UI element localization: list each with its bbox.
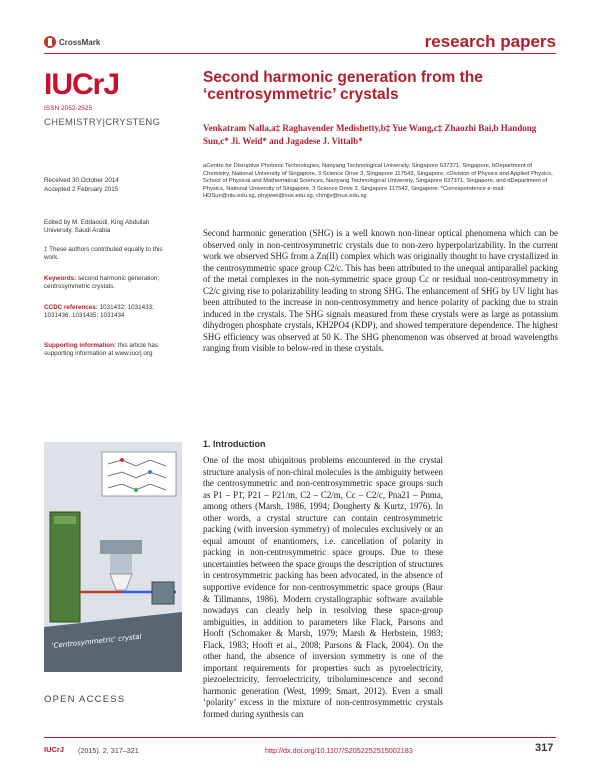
introduction-body: One of the most ubiquitous problems encountered in the crystal structure analysis of non-chiral molecules is the ambiguity between the centrosymmetric and non-centrosymmetric space groups such as P1 – P1̄, P21 – P21/m, C2 – C2/m, Cc – C2/c, Pna21 – Pnma, among others (Marsh, 1986, 1994; Dougherty & Kurtz, 1976). In other words, a crystal structure can contain centrosymmetric packing (with inversion symmetry) of molecules exclusively or an equal amount of enantiomers, i.e. cancellation of polarity in packing in non-centrosymmetric space groups. Due to these uncertainties between the space groups the description of structures in centrosymmetric packing has been advocated, in the absence of supportive evidence for non-centrosymmetric space groups (Baur & Tillmanns, 1986). Modern crystallographic software available nowadays can clearly help in resolving these space-group ambiguities, in addition to parameters like Flack, Parsons and Hooft (Schomaker & Marsh, 1979; Marsh & Herbstein, 1983; Flack, 1983; Hooft et al., 2008; Parsons & Flack, 2004). On the other hand, the absence of inversion symmetry is one of the important requirements for properties such as pyroelectricity, piezoelectricity, ferroelectricity, triboluminescence and second harmonic generation (West, 1999; Smart, 2012). Even a small ‘polarity’ excess in the mixture of non-centrosymmetric crystals formed during synthesis can <box>203 455 443 720</box>
supporting-information <box>44 342 174 359</box>
keywords <box>44 275 174 292</box>
section-label: research papers <box>424 32 556 51</box>
page-number: 317 <box>535 742 554 754</box>
equal-contribution-note: ‡ These authors contributed equally to this work. <box>44 246 163 262</box>
journal-logo: IUCrJ <box>44 68 120 101</box>
header-divider <box>44 53 556 54</box>
molecular-packing-diagram <box>102 452 176 496</box>
supporting-value[interactable]: this article has supporting information at www.iucrj.org <box>44 342 159 358</box>
footer-journal-name: IUCrJ <box>44 745 65 754</box>
edited-by: Edited by M. Eddaoudi, King Abdullah University, Saudi Arabia <box>44 219 150 235</box>
crystal-setup-illustration <box>44 442 182 672</box>
ccdc-label: CCDC references: <box>44 304 98 311</box>
accepted-date: Accepted 2 February 2015 <box>44 186 119 193</box>
journal-subject: CHEMISTRY|CRYSTENG <box>44 117 161 128</box>
section-heading-introduction: 1. Introduction <box>203 439 266 449</box>
footer-divider <box>44 737 556 738</box>
crossmark-badge[interactable] <box>44 36 100 48</box>
affiliations: aCentre for Disruptive Photonic Technologies, Nanyang Technological University, Singapore 637371, Singapore, bDepartment of Chemistry, National University of Singapore, 3 Science Drive 3, Singapore 117543, Singapore, cDivision of Physics and Applied Physics, School of Physical and Mathematical Sciences, Nanyang Technological University, Singapore 637371, Singapore, and dDepartment of Physics, National University of Singapore, 3 Science Drive 3, Singapore 117542, Singapore. *Correspondence e-mail: HDSun@ntu.edu.sg, phyjiwei@nus.edu.sg, chmjjv@nus.edu.sg <box>203 163 553 200</box>
keywords-value: second harmonic generation; centrosymmetric crystals. <box>44 275 160 291</box>
figure-caption-text: 'Centrosymmetric' crystal <box>51 632 142 650</box>
supporting-label: Supporting information: <box>44 342 117 349</box>
issn: ISSN 2052-2525 <box>44 105 93 112</box>
graphical-abstract-figure <box>44 442 182 672</box>
author-list: Venkatram Nalla,a‡ Raghavender Medishetty,b‡ Yue Wang,c‡ Zhaozhi Bai,b Handong Sun,c* Ji. Weid* and Jagadese J. Vittalb* <box>203 123 537 146</box>
footer-citation: (2015). 2, 317–321 <box>78 746 139 755</box>
received-date: Received 30 October 2014 <box>44 177 119 184</box>
open-access-badge: OPEN ACCESS <box>44 694 126 705</box>
ccdc-references <box>44 304 174 321</box>
crossmark-icon <box>44 36 56 48</box>
keywords-label: Keywords: <box>44 275 77 282</box>
ccdc-value: 1031432; 1031433; 1031436; 1031435; 1031434 <box>44 304 154 320</box>
article-title: Second harmonic generation from the ‘centrosymmetric’ crystals <box>203 69 483 103</box>
doi-link[interactable]: http://dx.doi.org/10.1107/S2052252515002183 <box>265 746 413 755</box>
crossmark-label: CrossMark <box>59 37 101 47</box>
abstract: Second harmonic generation (SHG) is a well known non-linear optical phenomena which can be observed only in non-centrosymmetric crystals due to non-zero hyperpolarizability. In the current work we observed SHG from a Zn(II) complex which was originally thought to have crystallized in the centrosymmetric space group C2/c. This has been attributed to the unequal antiparallel packing of the metal complexes in the non-symmetric space group Cc or residual non-centrosymmetry in C2/c giving rise to polarizability leading to strong SHG. The enhancement of SHG by UV light has been attributed to the increase in non-centrosymmetry and hence polarity of packing due to strain induced in the crystals. The SHG signals measured from these crystals were as large as potassium dihydrogen phosphate crystals, KH2PO4 (KDP), and showed temperature dependence. The highest SHG efficiency was observed at 50 K. The SHG phenomenon was observed at broad wavelengths ranging from visible to below-red in these crystals. <box>203 228 558 354</box>
